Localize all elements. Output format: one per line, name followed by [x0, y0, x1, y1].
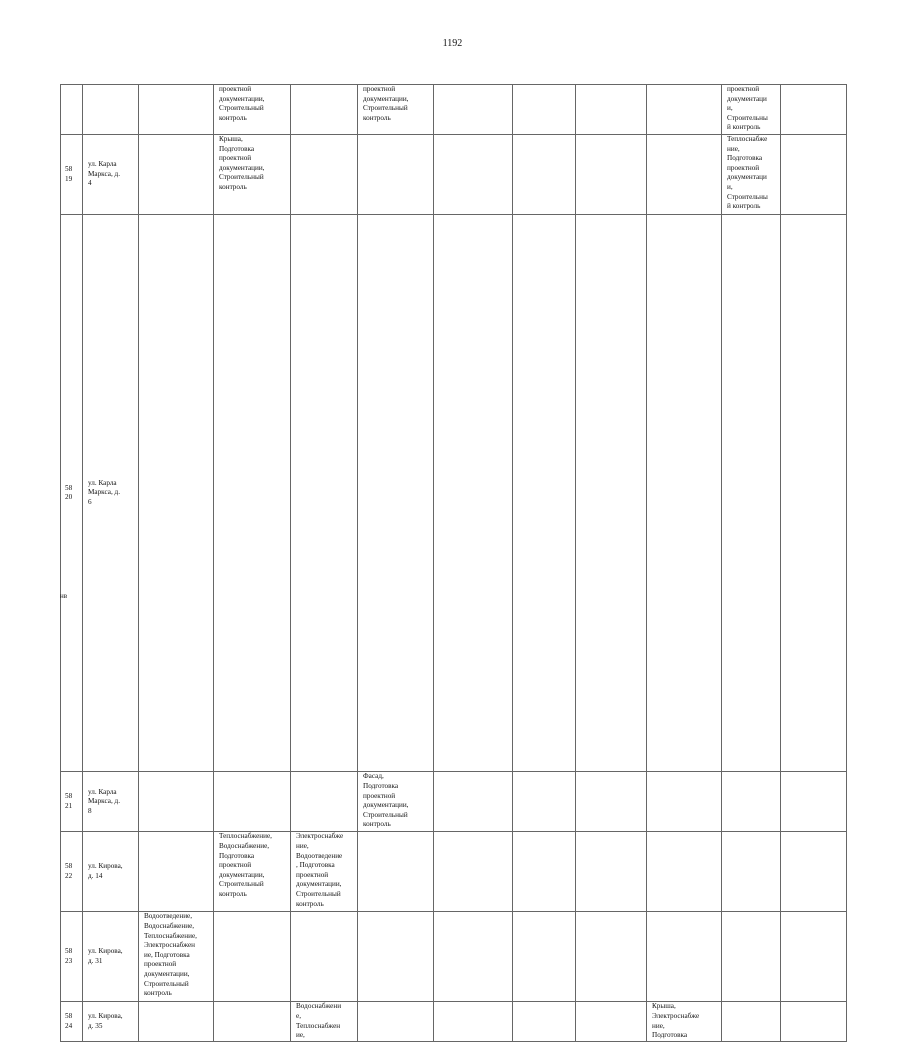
- work-cell: [214, 215, 291, 772]
- work-cell: Крыша, Подготовка проектной документации, Строительный контроль: [214, 135, 291, 215]
- footer-mark: нв: [60, 592, 68, 600]
- repair-schedule-table: [60, 84, 847, 1042]
- work-cell: [576, 1002, 647, 1042]
- table-row: [61, 772, 847, 832]
- work-cell: [291, 772, 358, 832]
- work-cell: [513, 135, 576, 215]
- work-cell: [647, 135, 722, 215]
- work-cell: [781, 1002, 847, 1042]
- work-cell: [434, 772, 513, 832]
- work-cell: [139, 772, 214, 832]
- work-cell: [139, 832, 214, 912]
- work-cell: [291, 135, 358, 215]
- table-row: [61, 1002, 847, 1042]
- table-row: [61, 215, 847, 772]
- work-cell: [358, 1002, 434, 1042]
- row-number: 58 22: [61, 832, 83, 912]
- work-cell: [647, 215, 722, 772]
- work-cell: [576, 135, 647, 215]
- row-number: 58 20: [61, 215, 83, 772]
- work-cell: [781, 215, 847, 772]
- address-cell: ул. Карла Маркса, д. 4: [83, 135, 139, 215]
- table-row: [61, 912, 847, 1002]
- work-cell: [513, 215, 576, 772]
- work-cell: [434, 1002, 513, 1042]
- address-cell: ул. Кирова, д. 35: [83, 1002, 139, 1042]
- work-cell: [722, 832, 781, 912]
- work-cell: [139, 215, 214, 772]
- work-cell: [722, 912, 781, 1002]
- work-cell: [781, 85, 847, 135]
- address-cell: ул. Кирова, д. 14: [83, 832, 139, 912]
- row-number: 58 21: [61, 772, 83, 832]
- work-cell: [722, 215, 781, 772]
- work-cell: [513, 1002, 576, 1042]
- work-cell: [576, 215, 647, 772]
- work-cell: [781, 832, 847, 912]
- work-cell: [513, 85, 576, 135]
- table-row: [61, 85, 847, 135]
- work-cell: Электроснабже ние, Водоотведение , Подготовка проектной документации, Строительный контроль: [291, 832, 358, 912]
- work-cell: Теплоснабжение, Водоснабжение, Подготовка проектной документации, Строительный контроль: [214, 832, 291, 912]
- work-cell: [722, 772, 781, 832]
- work-cell: [722, 1002, 781, 1042]
- work-cell: [358, 832, 434, 912]
- work-cell: Крыша, Электроснабже ние, Подготовка: [647, 1002, 722, 1042]
- table-row: [61, 135, 847, 215]
- address-cell: ул. Кирова, д. 31: [83, 912, 139, 1002]
- work-cell: [781, 135, 847, 215]
- work-cell: проектной документации, Строительный контроль: [358, 85, 434, 135]
- page-number: 1192: [442, 38, 463, 49]
- work-cell: [781, 772, 847, 832]
- work-cell: [647, 772, 722, 832]
- work-cell: [513, 912, 576, 1002]
- address-cell: [83, 85, 139, 135]
- work-cell: [139, 85, 214, 135]
- table-row: [61, 832, 847, 912]
- work-cell: Теплоснабже ние, Подготовка проектной документаци и, Строительны й контроль: [722, 135, 781, 215]
- row-number: 58 23: [61, 912, 83, 1002]
- work-cell: проектной документаци и, Строительны й контроль: [722, 85, 781, 135]
- work-cell: [576, 912, 647, 1002]
- work-cell: Водоснабжени е, Теплоснабжен ие,: [291, 1002, 358, 1042]
- work-cell: [647, 832, 722, 912]
- work-cell: [139, 135, 214, 215]
- work-cell: [513, 772, 576, 832]
- work-cell: [576, 85, 647, 135]
- work-cell: [576, 772, 647, 832]
- work-cell: [647, 85, 722, 135]
- work-cell: [513, 832, 576, 912]
- row-number: 58 24: [61, 1002, 83, 1042]
- work-cell: [214, 1002, 291, 1042]
- work-cell: [214, 912, 291, 1002]
- work-cell: [434, 912, 513, 1002]
- work-cell: [576, 832, 647, 912]
- work-cell: [358, 135, 434, 215]
- address-cell: ул. Карла Маркса, д. 6: [83, 215, 139, 772]
- work-cell: Водоотведение, Водоснабжение, Теплоснабжение, Электроснабжен ие, Подготовка проектной документации, Строительный контроль: [139, 912, 214, 1002]
- work-cell: проектной документации, Строительный контроль: [214, 85, 291, 135]
- work-cell: [214, 772, 291, 832]
- work-cell: [358, 215, 434, 772]
- work-cell: [434, 135, 513, 215]
- work-cell: Фасад, Подготовка проектной документации, Строительный контроль: [358, 772, 434, 832]
- work-cell: [291, 85, 358, 135]
- work-cell: [434, 85, 513, 135]
- work-cell: [434, 215, 513, 772]
- work-cell: [291, 912, 358, 1002]
- row-number: [61, 85, 83, 135]
- work-cell: [291, 215, 358, 772]
- work-cell: [781, 912, 847, 1002]
- work-cell: [647, 912, 722, 1002]
- address-cell: ул. Карла Маркса, д. 8: [83, 772, 139, 832]
- work-cell: [358, 912, 434, 1002]
- row-number: 58 19: [61, 135, 83, 215]
- work-cell: [139, 1002, 214, 1042]
- work-cell: [434, 832, 513, 912]
